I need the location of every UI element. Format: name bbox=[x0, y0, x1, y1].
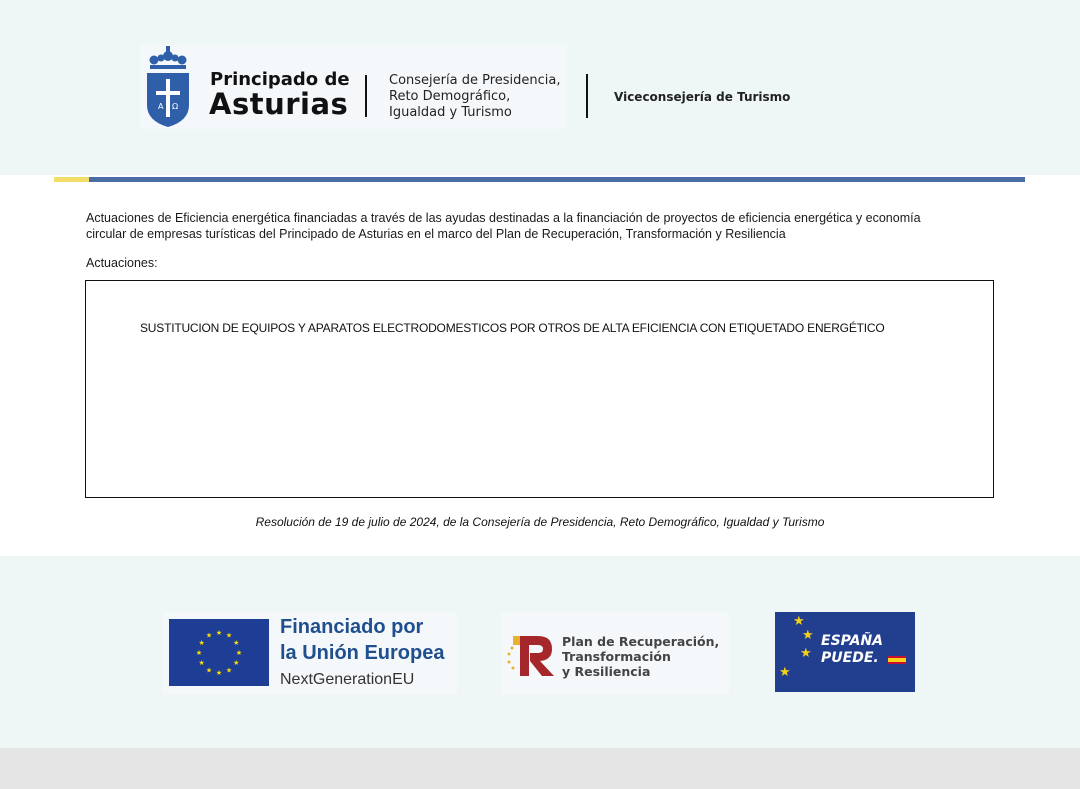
spain-flag-icon bbox=[888, 656, 906, 664]
prtr-logo-icon bbox=[504, 628, 560, 684]
prtr-line-1: Plan de Recuperación, bbox=[562, 634, 720, 649]
intro-line-1: Actuaciones de Eficiencia energética financiadas a través de las ayudas destinadas a la financiación de proyectos de eficiencia energética y economía bbox=[86, 211, 921, 225]
svg-text:A: A bbox=[158, 102, 164, 111]
intro-text bbox=[86, 210, 1006, 242]
star-icon: ★ bbox=[800, 645, 812, 660]
prtr-line-2: Transformación bbox=[562, 649, 671, 664]
accent-stripe-blue bbox=[89, 177, 1025, 182]
eu-star-icon: ★ bbox=[205, 632, 213, 640]
eu-star-icon: ★ bbox=[198, 660, 205, 667]
header bbox=[0, 0, 1080, 175]
eu-star-icon: ★ bbox=[205, 667, 213, 675]
es-line-2: PUEDE. bbox=[821, 650, 879, 666]
accent-stripe-yellow bbox=[54, 177, 89, 182]
dept-line-1: Consejería de Presidencia, bbox=[389, 73, 561, 88]
brand-line-1: Principado de bbox=[210, 69, 350, 90]
eu-star-icon: ★ bbox=[215, 630, 223, 637]
principado-logo bbox=[140, 45, 566, 129]
department-name bbox=[389, 73, 561, 121]
divider bbox=[365, 75, 367, 117]
espana-puede-text bbox=[821, 633, 883, 667]
intro-line-2: circular de empresas turísticas del Principado de Asturias en el marco del Plan de Recuperación, Transformación y Resiliencia bbox=[86, 227, 786, 241]
star-icon: ★ bbox=[802, 627, 814, 642]
eu-star-icon: ★ bbox=[225, 632, 233, 640]
eu-star-icon: ★ bbox=[215, 670, 223, 677]
star-icon: ★ bbox=[779, 664, 791, 679]
eu-line-2: la Unión Europea bbox=[280, 642, 445, 664]
resolucion-text: Resolución de 19 de julio de 2024, de la Consejería de Presidencia, Reto Demográfico, Igualdad y Turismo bbox=[255, 515, 825, 529]
viceconsejeria-label: Viceconsejería de Turismo bbox=[614, 90, 791, 104]
prtr-logo bbox=[501, 612, 729, 694]
actuaciones-label: Actuaciones: bbox=[86, 256, 158, 270]
eu-star-icon: ★ bbox=[233, 640, 240, 647]
actuaciones-box bbox=[85, 280, 994, 498]
divider bbox=[586, 74, 588, 118]
asturias-crest-icon bbox=[144, 45, 192, 129]
prtr-line-3: y Resiliencia bbox=[562, 664, 651, 679]
star-icon: ★ bbox=[793, 613, 805, 628]
dept-line-2: Reto Demográfico, bbox=[389, 89, 511, 104]
eu-flag-icon bbox=[169, 619, 269, 686]
prtr-text bbox=[562, 634, 719, 679]
brand-line-2: Asturias bbox=[209, 87, 349, 121]
eu-line-3: NextGenerationEU bbox=[280, 671, 415, 688]
footer bbox=[0, 556, 1080, 748]
actuacion-item: SUSTITUCION DE EQUIPOS Y APARATOS ELECTRODOMESTICOS POR OTROS DE ALTA EFICIENCIA CON ETIQUETADO ENERGÉTICO bbox=[140, 321, 885, 335]
dept-line-3: Igualdad y Turismo bbox=[389, 105, 512, 120]
eu-star-icon: ★ bbox=[198, 640, 205, 647]
eu-line-1: Financiado por bbox=[280, 616, 424, 638]
espana-puede-logo bbox=[775, 612, 915, 692]
eu-funding-logo bbox=[163, 612, 457, 694]
svg-text:Ω: Ω bbox=[172, 102, 179, 111]
eu-star-icon: ★ bbox=[233, 660, 240, 667]
eu-star-icon: ★ bbox=[235, 650, 243, 657]
es-line-1: ESPAÑA bbox=[821, 633, 884, 649]
eu-star-icon: ★ bbox=[195, 650, 203, 657]
eu-star-icon: ★ bbox=[225, 667, 233, 675]
